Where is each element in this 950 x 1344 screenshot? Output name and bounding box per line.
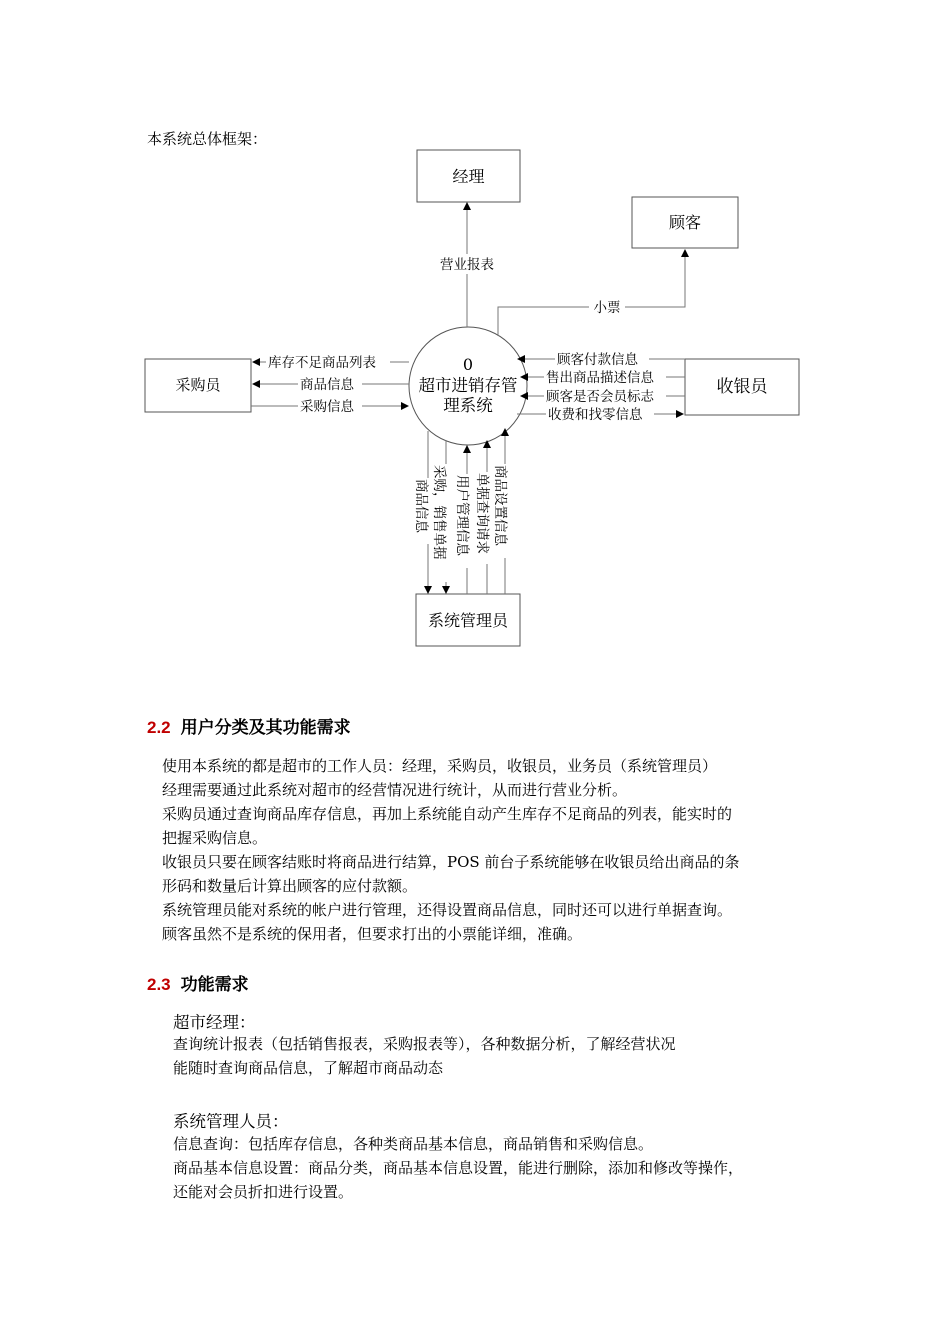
flow-purchase-info bbox=[251, 397, 409, 415]
flow-customer-payment bbox=[517, 350, 685, 368]
flow-user-mgmt-info bbox=[454, 445, 475, 594]
intro-label: 本系统总体框架： bbox=[147, 130, 268, 148]
entity-cashier-label: 收银员 bbox=[716, 377, 768, 397]
section-2-3-heading bbox=[147, 970, 249, 995]
flow-goods-settings-info bbox=[492, 428, 513, 594]
admin-requirements bbox=[173, 1132, 743, 1204]
flow-label-doc-query-request: 单据查询请求 bbox=[474, 473, 490, 554]
entity-buyer bbox=[145, 359, 251, 412]
entity-cashier bbox=[685, 359, 799, 415]
paragraph: 采购员通过查询商品库存信息，再加上系统能自动产生库存不足商品的列表，能实时的 bbox=[162, 805, 733, 823]
flow-label-member-flag: 顾客是否会员标志 bbox=[546, 389, 654, 405]
entity-customer-label: 顾客 bbox=[668, 213, 702, 232]
manager-requirements bbox=[173, 1032, 676, 1080]
flow-receipt bbox=[498, 249, 689, 336]
flow-label-goods-settings-info: 商品设置信息 bbox=[492, 465, 508, 546]
process-number: 0 bbox=[462, 355, 474, 374]
section-2-2-heading bbox=[147, 713, 351, 738]
section-2-3-number: 2.3 bbox=[147, 975, 171, 994]
process-node bbox=[409, 327, 527, 445]
list-item: 查询统计报表（包括销售报表，采购报表等），各种数据分析，了解经营状况 bbox=[173, 1035, 676, 1053]
paragraph: 顾客虽然不是系统的保用者，但要求打出的小票能详细，准确。 bbox=[162, 925, 583, 943]
paragraph: 系统管理员能对系统的帐户进行管理，还得设置商品信息，同时还可以进行单据查询。 bbox=[162, 901, 733, 919]
list-item: 信息查询：包括库存信息，各种类商品基本信息，商品销售和采购信息。 bbox=[173, 1135, 654, 1153]
flow-charge-change bbox=[517, 405, 684, 423]
flow-label-sold-goods-desc: 售出商品描述信息 bbox=[546, 370, 654, 386]
section-2-2-body bbox=[162, 754, 739, 946]
section-2-3-title: 功能需求 bbox=[180, 975, 249, 994]
entity-customer bbox=[632, 197, 738, 248]
process-name-line1: 超市进销存管 bbox=[418, 376, 518, 395]
paragraph: 使用本系统的都是超市的工作人员：经理，采购员，收银员，业务员（系统管理员） bbox=[162, 757, 718, 775]
list-item: 商品基本信息设置：商品分类，商品基本信息设置，能进行删除，添加和修改等操作， bbox=[173, 1159, 744, 1177]
flow-label-receipt: 小票 bbox=[593, 300, 621, 316]
flow-purchase-sales-docs bbox=[431, 440, 452, 594]
flow-label-charge-change: 收费和找零信息 bbox=[548, 407, 643, 423]
flow-label-business-report: 营业报表 bbox=[440, 257, 494, 273]
flow-label-purchase-info: 采购信息 bbox=[300, 399, 354, 415]
paragraph: 形码和数量后计算出顾客的应付款额。 bbox=[162, 877, 418, 895]
flow-goods-info-to-buyer bbox=[252, 375, 409, 393]
flow-member-flag bbox=[520, 387, 685, 405]
entity-admin bbox=[416, 594, 520, 646]
flow-label-low-stock-list: 库存不足商品列表 bbox=[268, 355, 376, 371]
section-2-2-title: 用户分类及其功能需求 bbox=[180, 718, 351, 737]
flow-doc-query-request bbox=[474, 440, 495, 594]
paragraph: 经理需要通过此系统对超市的经营情况进行统计，从而进行营业分析。 bbox=[162, 781, 628, 799]
entity-admin-label: 系统管理员 bbox=[427, 611, 509, 630]
paragraph: 收银员只要在顾客结账时将商品进行结算，POS 前台子系统能够在收银员给出商品的条 bbox=[162, 853, 740, 871]
process-name-line2: 理系统 bbox=[443, 396, 493, 415]
flow-low-stock-list bbox=[252, 353, 409, 371]
section-2-2-number: 2.2 bbox=[147, 718, 171, 737]
flow-label-goods-info-to-buyer: 商品信息 bbox=[300, 377, 354, 393]
list-item: 能随时查询商品信息，了解超市商品动态 bbox=[173, 1059, 444, 1077]
manager-subtitle: 超市经理： bbox=[173, 1013, 256, 1032]
flow-business-report bbox=[432, 202, 502, 327]
admin-subtitle: 系统管理人员： bbox=[173, 1112, 289, 1131]
flow-sold-goods-desc bbox=[520, 368, 685, 386]
entity-buyer-label: 采购员 bbox=[175, 376, 221, 394]
paragraph: 把握采购信息。 bbox=[162, 829, 268, 847]
flow-admin-goods-info bbox=[413, 431, 434, 594]
flow-label-purchase-sales-docs: 采购，销售单据 bbox=[431, 465, 447, 560]
flow-label-admin-goods-info: 商品信息 bbox=[413, 479, 429, 533]
flow-label-user-mgmt-info: 用户管理信息 bbox=[454, 475, 470, 556]
flow-label-customer-payment: 顾客付款信息 bbox=[557, 352, 638, 368]
list-item: 还能对会员折扣进行设置。 bbox=[173, 1183, 354, 1201]
entity-manager bbox=[417, 150, 520, 202]
entity-manager-label: 经理 bbox=[452, 167, 485, 186]
